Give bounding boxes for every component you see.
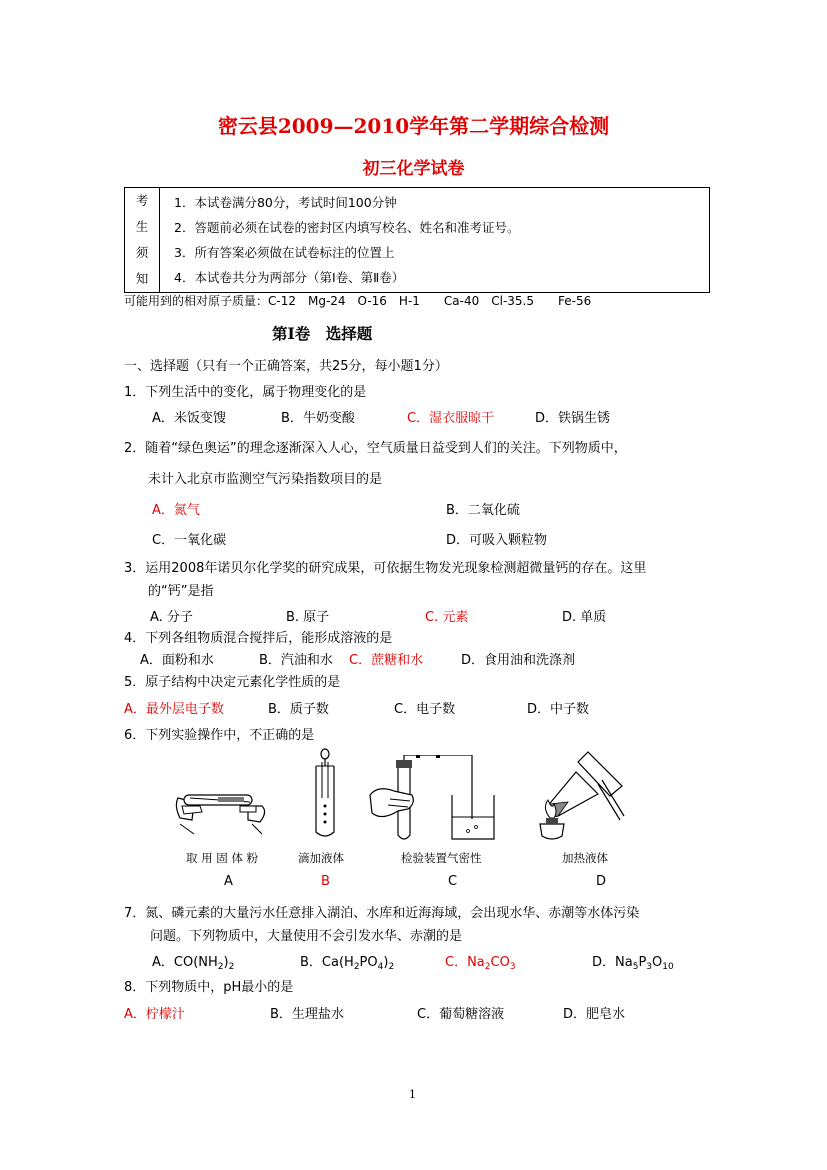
q3-option-c: C. 元素 xyxy=(425,610,469,625)
notice-item: 3．所有答案必须做在试卷标注的位置上 xyxy=(174,245,395,260)
q1-option-a: A．米饭变馊 xyxy=(152,411,226,426)
q1-option-b: B．牛奶变酸 xyxy=(281,411,355,426)
q8-stem: 8．下列物质中，pH最小的是 xyxy=(124,980,294,995)
q4-option-d: D．食用油和洗涤剂 xyxy=(461,653,576,668)
page-number: 1 xyxy=(409,1088,416,1101)
q5-option-b: B．质子数 xyxy=(268,702,329,717)
q7-stem-line2: 问题。下列物质中，大量使用不会引发水华、赤潮的是 xyxy=(150,929,463,944)
q7-option-c: C．$Na_2CO_3$ xyxy=(445,955,516,972)
q3-stem-line2: 的“钙”是指 xyxy=(148,584,214,599)
q2-option-b: B．二氧化硫 xyxy=(446,503,520,518)
q3-option-a: A. 分子 xyxy=(150,610,193,625)
figure-a-caption: 取 用 固 体 粉 xyxy=(186,851,259,865)
figure-d-caption: 加热液体 xyxy=(562,851,608,865)
q4-option-a: A．面粉和水 xyxy=(140,653,214,668)
q7-option-b: B．$Ca(H_2PO_4)_2$ xyxy=(300,955,395,972)
q8-option-c: C．葡萄糖溶液 xyxy=(417,1007,505,1022)
q2-option-c: C．一氧化碳 xyxy=(152,533,227,548)
part-instruction: 一、选择题（只有一个正确答案，共25分，每小题1分） xyxy=(124,359,448,374)
figure-c-gas-tightness xyxy=(368,755,500,845)
q1-option-d: D．铁锅生锈 xyxy=(535,411,611,426)
notice-item: 1．本试卷满分80分，考试时间100分钟 xyxy=(174,195,397,210)
q4-option-c: C．蔗糖和水 xyxy=(349,653,424,668)
q5-option-d: D．中子数 xyxy=(527,702,590,717)
q7-stem-line1: 7．氮、磷元素的大量污水任意排入湖泊、水库和近海海域，会出现水华、赤潮等水体污染 xyxy=(124,906,640,921)
q4-option-b: B．汽油和水 xyxy=(259,653,333,668)
figure-a-letter: A xyxy=(224,874,233,889)
notice-box xyxy=(124,187,710,293)
q8-option-d: D．肥皂水 xyxy=(563,1007,626,1022)
figure-a-solid-powder xyxy=(170,776,270,836)
q7-option-a: A．$CO(NH_2)_2$ xyxy=(152,955,235,972)
notice-item: 2．答题前必须在试卷的密封区内填写校名、姓名和准考证号。 xyxy=(174,220,520,235)
q1-stem: 1．下列生活中的变化，属于物理变化的是 xyxy=(124,385,367,400)
q5-option-c: C．电子数 xyxy=(394,702,456,717)
notice-side-label: 考 生 须 知 xyxy=(125,188,160,293)
q8-option-b: B．生理盐水 xyxy=(270,1007,344,1022)
q2-option-a: A．氮气 xyxy=(152,503,200,518)
q3-option-b: B. 原子 xyxy=(286,610,330,625)
exam-subtitle: 初三化学试卷 xyxy=(362,159,465,179)
figure-b-letter: B xyxy=(321,874,330,889)
figure-b-caption: 滴加液体 xyxy=(298,851,344,865)
notice-item: 4．本试卷共分为两部分（第Ⅰ卷、第Ⅱ卷） xyxy=(174,270,405,285)
q5-option-a: A．最外层电子数 xyxy=(124,702,224,717)
q3-option-d: D. 单质 xyxy=(562,610,607,625)
notice-items xyxy=(160,188,710,293)
section-title: 第Ⅰ卷 选择题 xyxy=(272,324,373,343)
q6-stem: 6．下列实验操作中，不正确的是 xyxy=(124,728,315,743)
q2-option-d: D．可吸入颗粒物 xyxy=(446,533,548,548)
figure-d-heating-liquid xyxy=(528,746,628,846)
figure-d-letter: D xyxy=(596,874,607,889)
exam-title: 密云县2009—2010学年第二学期综合检测 xyxy=(217,114,610,138)
q4-stem: 4．下列各组物质混合搅拌后，能形成溶液的是 xyxy=(124,631,393,646)
q7-option-d: D．$Na_5P_3O_{10}$ xyxy=(592,955,674,972)
q8-option-a: A．柠檬汁 xyxy=(124,1007,185,1022)
q5-stem: 5．原子结构中决定元素化学性质的是 xyxy=(124,675,341,690)
q1-option-c: C．湿衣服晾干 xyxy=(407,411,495,426)
figure-b-dropping-liquid xyxy=(310,748,340,840)
q3-stem-line1: 3．运用2008年诺贝尔化学奖的研究成果，可依据生物发光现象检测超微量钙的存在。这里 xyxy=(124,561,647,576)
figure-c-caption: 检验装置气密性 xyxy=(401,851,482,865)
q2-stem-line1: 2．随着“绿色奥运”的理念逐渐深入人心，空气质量日益受到人们的关注。下列物质中， xyxy=(124,441,627,456)
q2-stem-line2: 未计入北京市监测空气污染指数项目的是 xyxy=(148,472,383,487)
figure-c-letter: C xyxy=(448,874,458,889)
atomic-mass-line: 可能用到的相对原子质量：C-12 Mg-24 O-16 H-1 Ca-40 Cl-35.5 Fe-56 xyxy=(124,294,592,308)
